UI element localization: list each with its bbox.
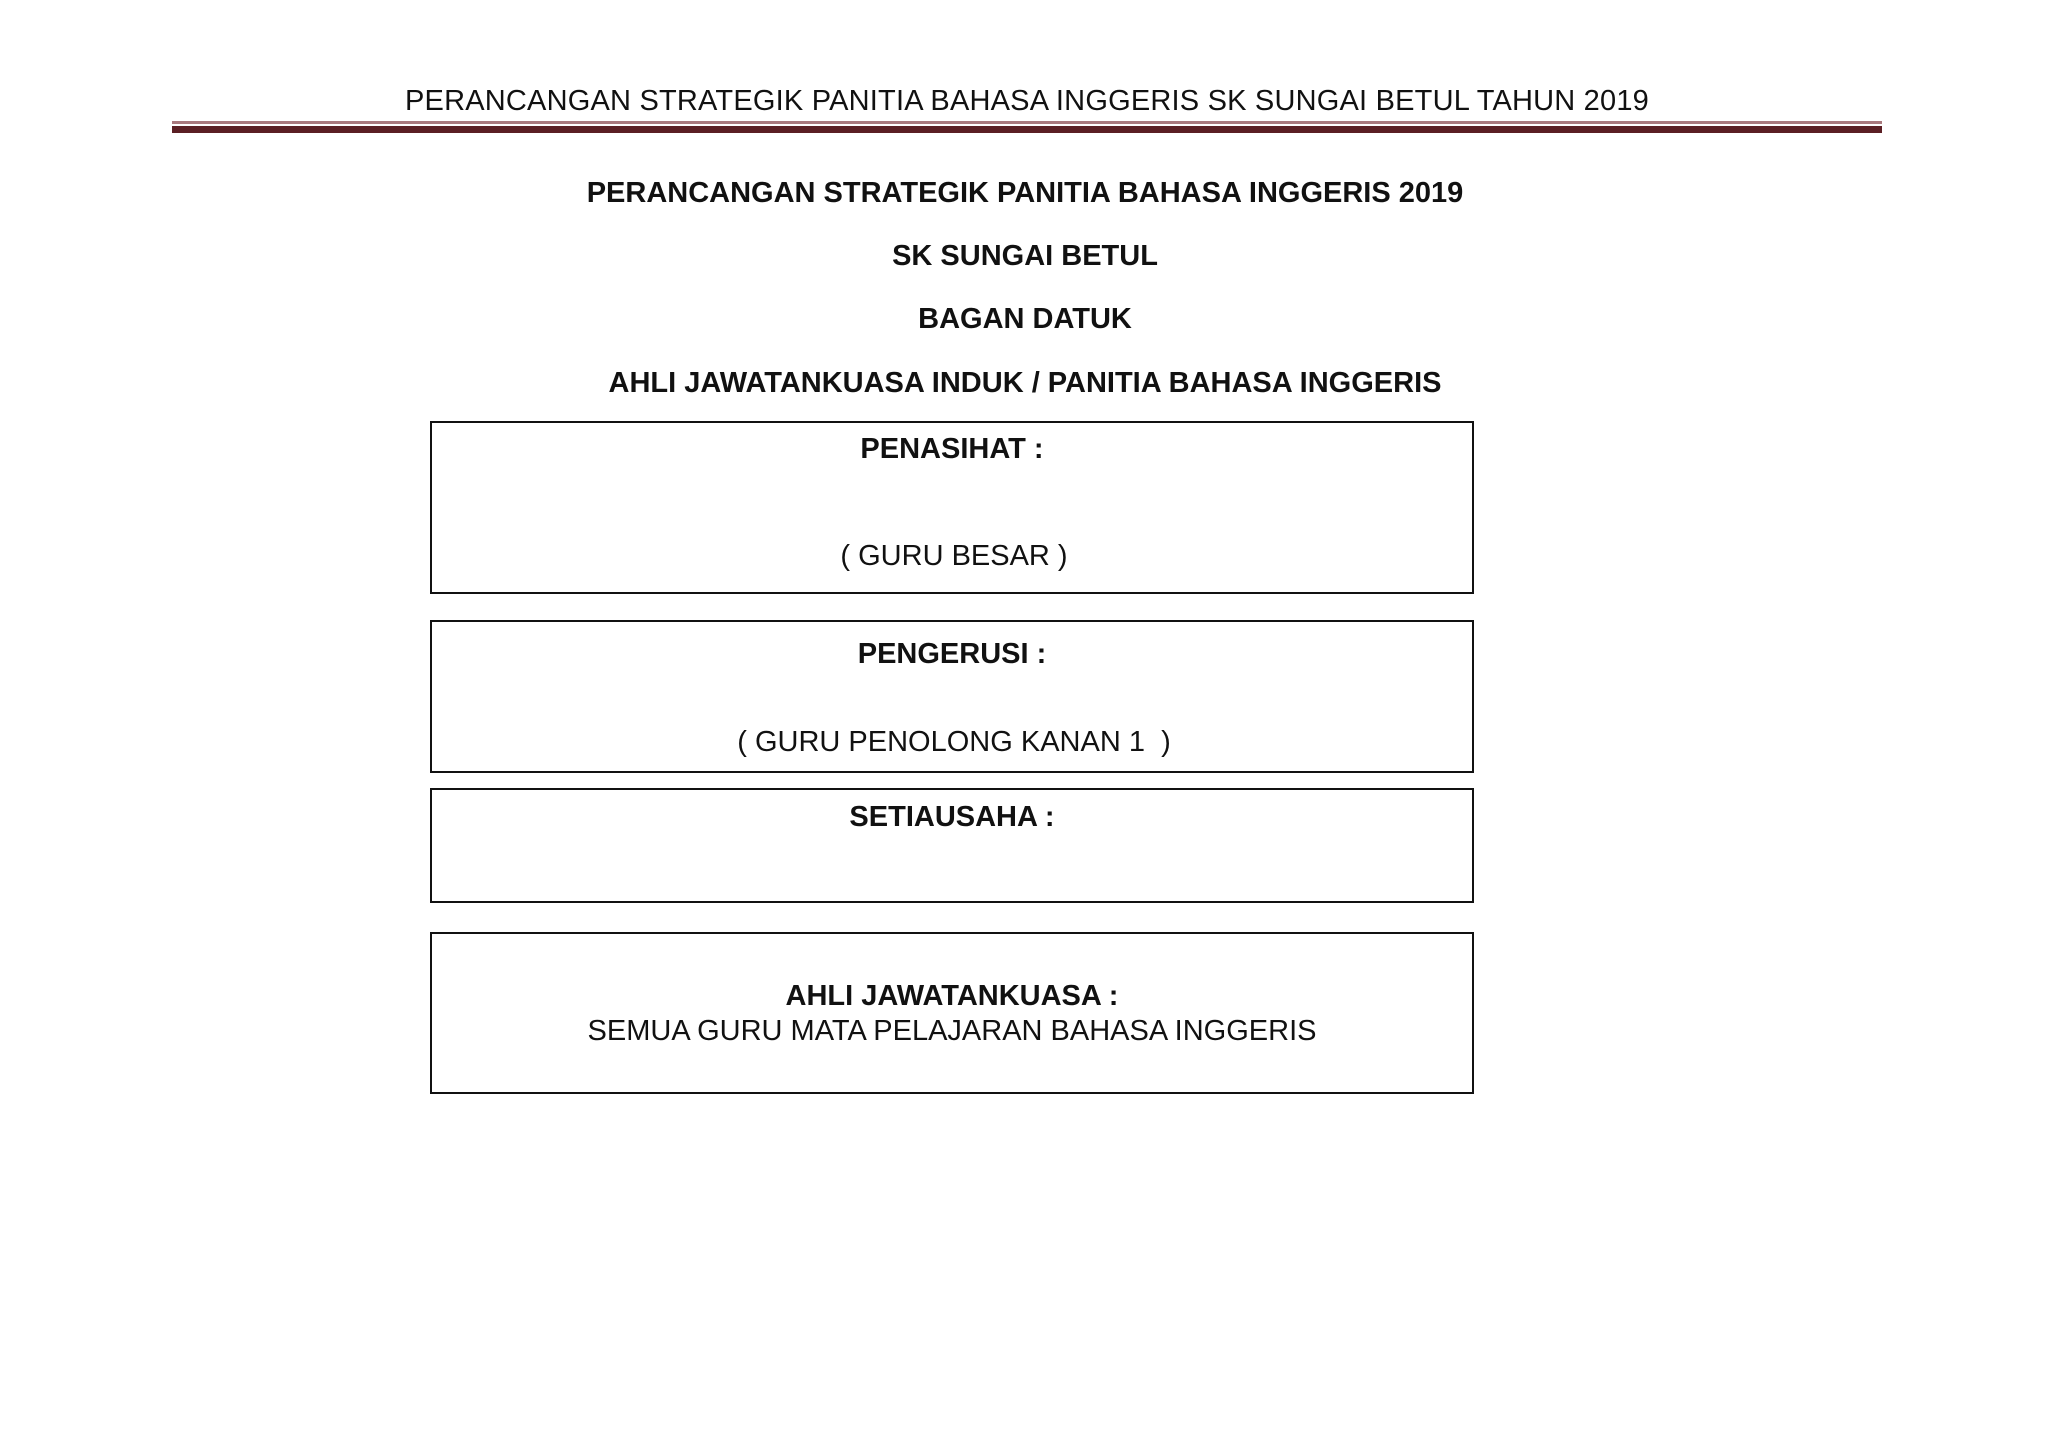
school-name: SK SUNGAI BETUL: [892, 240, 1158, 272]
pengerusi-value: ( GURU PENOLONG KANAN 1 ): [737, 726, 1171, 758]
committee-heading: AHLI JAWATANKUASA INDUK / PANITIA BAHASA INGGERIS: [608, 367, 1442, 399]
pengerusi-box: [430, 620, 1474, 773]
penasihat-label: PENASIHAT :: [860, 433, 1044, 465]
ahli-jawatankuasa-label: AHLI JAWATANKUASA :: [785, 980, 1119, 1012]
setiausaha-label: SETIAUSAHA :: [849, 801, 1055, 833]
penasihat-box: [430, 421, 1474, 594]
document-title: PERANCANGAN STRATEGIK PANITIA BAHASA INGGERIS 2019: [586, 177, 1464, 209]
page-header: PERANCANGAN STRATEGIK PANITIA BAHASA INGGERIS SK SUNGAI BETUL TAHUN 2019: [405, 85, 1649, 117]
header-rule: [172, 121, 1882, 133]
pengerusi-label: PENGERUSI :: [857, 638, 1047, 670]
setiausaha-box: [430, 788, 1474, 903]
ahli-jawatankuasa-value: SEMUA GURU MATA PELAJARAN BAHASA INGGERIS: [587, 1015, 1317, 1047]
penasihat-value: ( GURU BESAR ): [840, 540, 1068, 572]
header-rule-thin: [172, 121, 1882, 124]
school-location: BAGAN DATUK: [918, 303, 1132, 335]
ahli-jawatankuasa-box: [430, 932, 1474, 1094]
header-rule-thick: [172, 126, 1882, 133]
